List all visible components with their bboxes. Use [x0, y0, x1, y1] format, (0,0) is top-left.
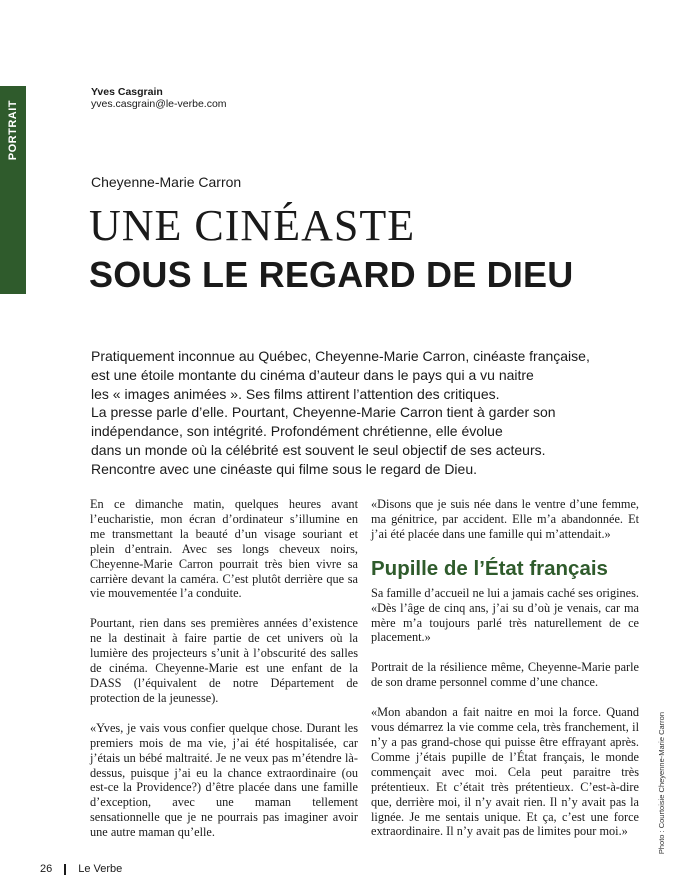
- body-column-right: [371, 497, 639, 854]
- author-byline: [91, 86, 227, 110]
- body-paragraph: Pourtant, rien dans ses premières années d’existence ne la destinait à faire partie de cet univers où la lumière des projecteurs s’unit à l’obscurité des salles de cinéma. Cheyenne-Marie est une enfant de la DASS (l’équivalent de notre Département de protection de la jeunesse).: [90, 616, 358, 705]
- article-subject: Cheyenne-Marie Carron: [91, 174, 242, 190]
- body-paragraph: Portrait de la résilience même, Cheyenne-Marie parle de son drame personnel comme d’une chance.: [371, 660, 639, 690]
- lead-line: Pratiquement inconnue au Québec, Cheyenne-Marie Carron, cinéaste française,: [91, 348, 590, 364]
- lead-line: les « images animées ». Ses films attirent l’attention des critiques.: [91, 385, 500, 402]
- lead-line: Rencontre avec une cinéaste qui filme sous le regard de Dieu.: [91, 460, 477, 477]
- page-footer: [40, 863, 122, 875]
- author-name: Yves Casgrain: [91, 86, 163, 98]
- section-tab: [0, 86, 26, 294]
- lead-line: est une étoile montante du cinéma d’auteur dans le pays qui a vu naitre: [91, 366, 534, 383]
- body-column-left: [90, 497, 358, 855]
- body-paragraph: Sa famille d’accueil ne lui a jamais caché ses origines. «Dès l’âge de cinq ans, j’ai su d’où je venais, car ma mère m’a toujours parlé très naturellement de ce placement.»: [371, 585, 639, 645]
- page-number: 26: [40, 863, 53, 875]
- article-title-line1: UNE CINÉASTE: [89, 201, 416, 250]
- footer-divider: [64, 864, 66, 875]
- lead-line: La presse parle d’elle. Pourtant, Cheyenne-Marie Carron tient à garder son: [91, 404, 556, 421]
- lead-line: dans un monde où la célébrité est souvent le seul objectif de ses acteurs.: [91, 441, 546, 458]
- body-paragraph: «Mon abandon a fait naitre en moi la force. Quand vous démarrez la vie comme cela, très franchement, il n’y a pas grand-chose qui puisse être effrayant après. Comme j’étais pupille de l’État français, le monde commençait avec moi. Cela peut paraitre très prétentieux. Et c’était très prétentieux. C’est-à-dire que, derrière moi, il n’y avait rien. Il n’y avait pas la lignée. Je me sentais unique. Et ça, c’est une force extraordinaire. Il n’y avait pas de limites pour moi.»: [371, 705, 639, 839]
- section-subheading: Pupille de l’État français: [371, 556, 608, 580]
- article-title-line2: SOUS LE REGARD DE DIEU: [89, 254, 574, 295]
- section-label: PORTRAIT: [7, 100, 19, 161]
- author-email[interactable]: yves.casgrain@le-verbe.com: [91, 98, 227, 110]
- publication-name: Le Verbe: [78, 863, 123, 875]
- photo-credit: Photo : Courtoisie Cheyenne-Marie Carron: [657, 712, 666, 855]
- body-paragraph: «Disons que je suis née dans le ventre d’une femme, ma génitrice, par accident. Elle m’a abandonnée. Et j’ai été placée dans une famille qui m’attendait.»: [371, 497, 639, 541]
- body-paragraph: En ce dimanche matin, quelques heures avant l’eucharistie, mon écran d’ordinateur s’illumine en me transmettant la beauté d’un visage souriant et plein d’entrain. Avec ses longs cheveux noirs, Cheyenne-Marie Carron pourrait très bien vivre sa carrière devant la caméra. C’est plutôt derrière que sa vie mouvementée l’a conduite.: [90, 497, 358, 601]
- lead-line: indépendance, son intégrité. Profondément chrétienne, elle évolue: [91, 423, 503, 440]
- body-paragraph: «Yves, je vais vous confier quelque chose. Durant les premiers mois de ma vie, j’ai été hospitalisée, car j’étais un bébé maltraité. Je ne veux pas m’étendre là-dessus, puisque j’ai eu la chance extraordinaire (ou est-ce la Providence?) d’être placée dans une famille d’exception, avec une maman tellement sensationnelle que je ne pourrais pas imaginer avoir une autre maman qu’elle.: [90, 720, 358, 840]
- article-lead: [91, 347, 621, 479]
